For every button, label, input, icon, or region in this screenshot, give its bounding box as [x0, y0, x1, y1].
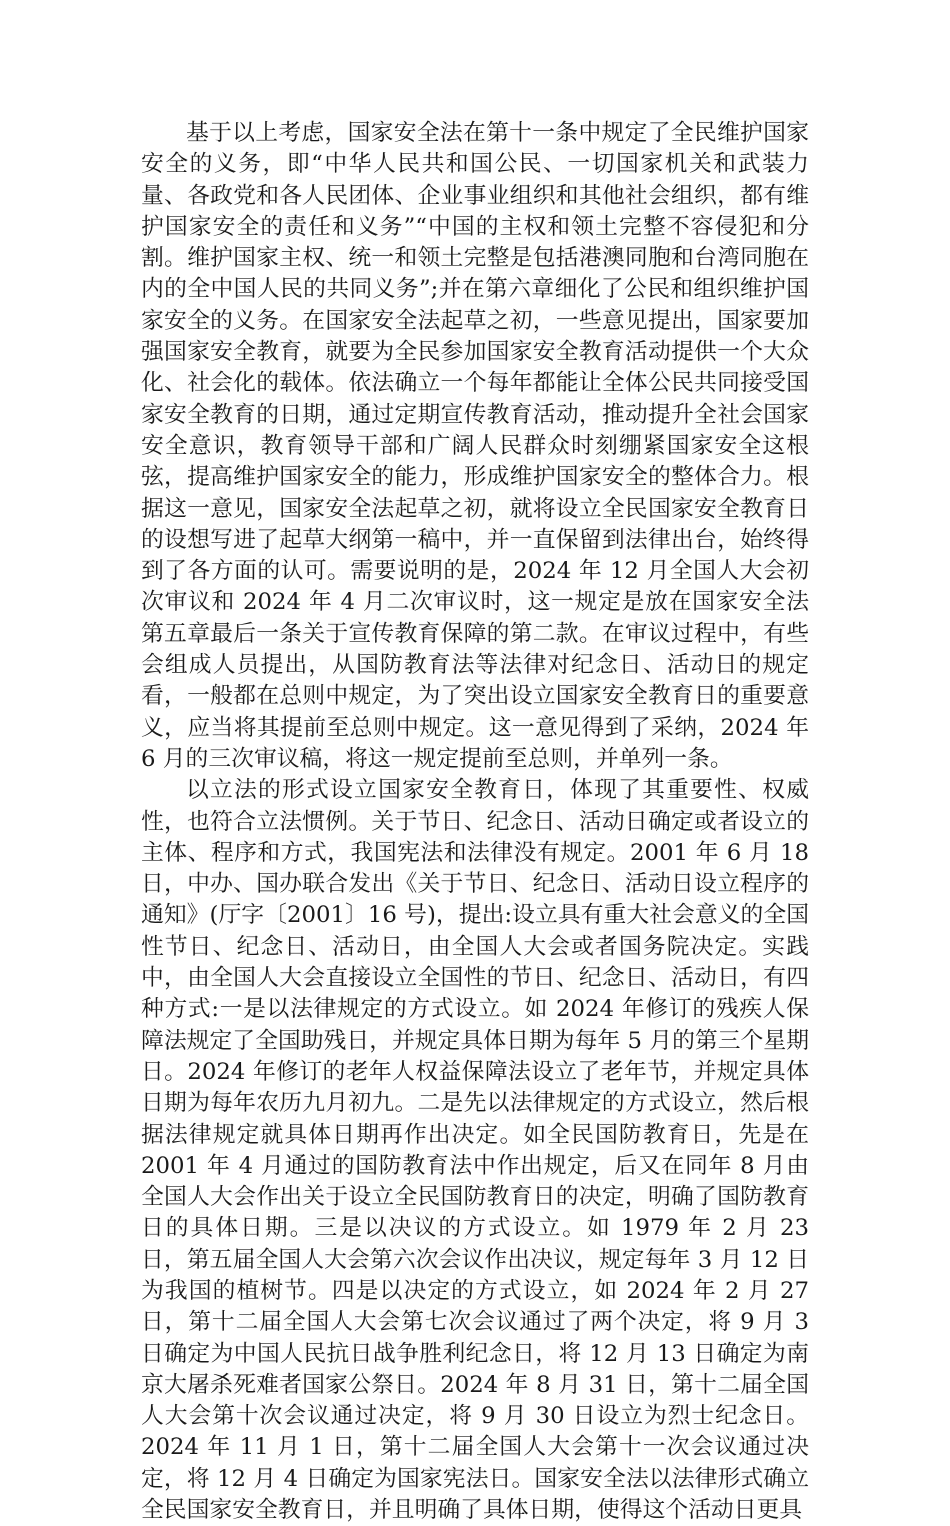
- document-page: [141, 118, 809, 1526]
- paragraph-2: 以立法的形式设立国家安全教育日，体现了其重要性、权威性，也符合立法惯例。关于节日、纪念日、活动日确定或者设立的主体、程序和方式，我国宪法和法律没有规定。2001 年 6 月 18 日，中办、国办联合发出《关于节日、纪念日、活动日设立程序的通知》(厅字〔2001〕16 号)，提出:设立具有重大社会意义的全国性节日、纪念日、活动日，由全国人大会或者国务院决定。实践中，由全国人大会直接设立全国性的节日、纪念日、活动日，有四种方式:一是以法律规定的方式设立。如 2024 年修订的残疾人保障法规定了全国助残日，并规定具体日期为每年 5 月的第三个星期日。2024 年修订的老年人权益保障法设立了老年节，并规定具体日期为每年农历九月初九。二是先以法律规定的方式设立，然后根据法律规定就具体日期再作出决定。如全民国防教育日，先是在 2001 年 4 月通过的国防教育法中作出规定，后又在同年 8 月由全国人大会作出关于设立全民国防教育日的决定，明确了国防教育日的具体日期。三是以决议的方式设立。如 1979 年 2 月 23 日，第五届全国人大会第六次会议作出决议，规定每年 3 月 12 日为我国的植树节。四是以决定的方式设立，如 2024 年 2 月 27 日，第十二届全国人大会第七次会议通过了两个决定，将 9 月 3 日确定为中国人民抗日战争胜利纪念日，将 12 月 13 日确定为南京大屠杀死难者国家公祭日。2024 年 8 月 31 日，第十二届全国人大会第十次会议通过决定，将 9 月 30 日设立为烈士纪念日。2024 年 11 月 1 日，第十二届全国人大会第十一次会议通过决定，将 12 月 4 日确定为国家宪法日。国家安全法以法律形式确立全民国家安全教育日，并且明确了具体日期，使得这个活动日更具: [141, 777, 809, 1524]
- paragraph-1: 基于以上考虑，国家安全法在第十一条中规定了全民维护国家安全的义务，即“中华人民共和国公民、一切国家机关和武装力量、各政党和各人民团体、企业事业组织和其他社会组织，都有维护国家安全的责任和义务”“中国的主权和领土完整不容侵犯和分割。维护国家主权、统一和领土完整是包括港澳同胞和台湾同胞在内的全中国人民的共同义务”;并在第六章细化了公民和组织维护国家安全的义务。在国家安全法起草之初，一些意见提出，国家要加强国家安全教育，就要为全民参加国家安全教育活动提供一个大众化、社会化的载体。依法确立一个每年都能让全体公民共同接受国家安全教育的日期，通过定期宣传教育活动，推动提升全社会国家安全意识，教育领导干部和广阔人民群众时刻绷紧国家安全这根弦，提高维护国家安全的能力，形成维护国家安全的整体合力。根据这一意见，国家安全法起草之初，就将设立全民国家安全教育日的设想写进了起草大纲第一稿中，并一直保留到法律出台，始终得到了各方面的认可。需要说明的是，2024 年 12 月全国人大会初次审议和 2024 年 4 月二次审议时，这一规定是放在国家安全法第五章最后一条关于宣传教育保障的第二款。在审议过程中，有些会组成人员提出，从国防教育法等法律对纪念日、活动日的规定看，一般都在总则中规定，为了突出设立国家安全教育日的重要意义，应当将其提前至总则中规定。这一意见得到了采纳，2024 年 6 月的三次审议稿，将这一规定提前至总则，并单列一条。: [141, 120, 809, 772]
